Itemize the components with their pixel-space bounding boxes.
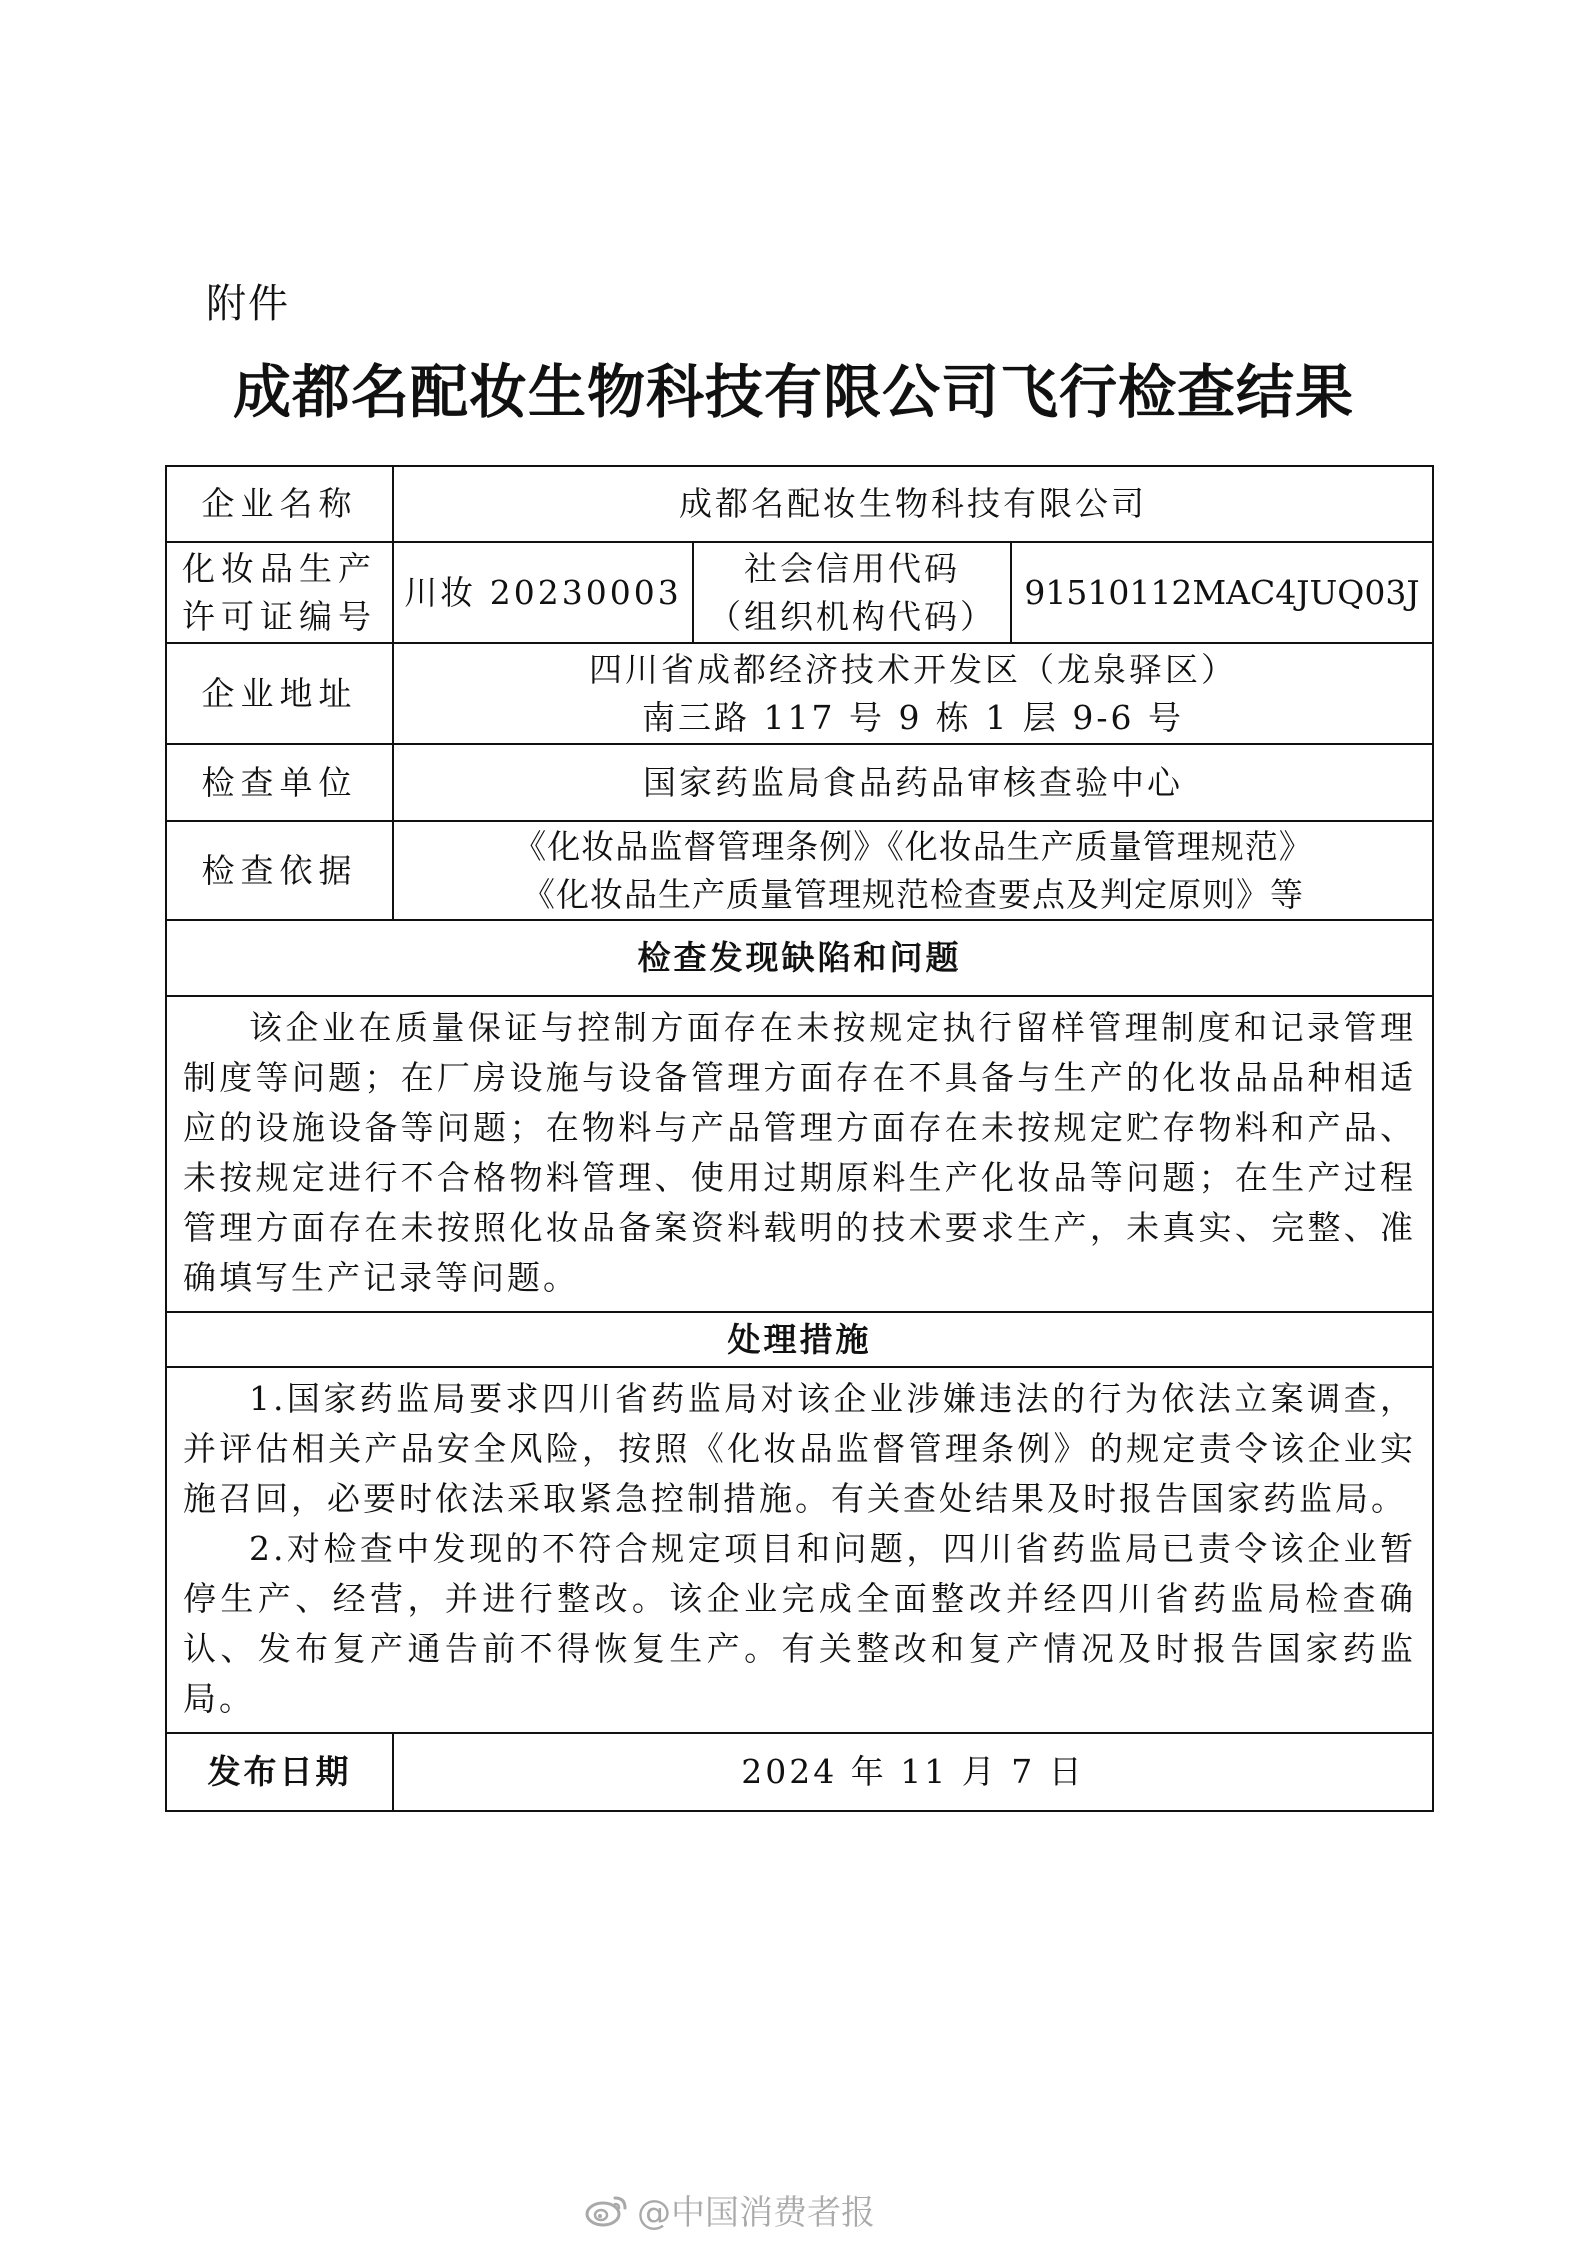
inspection-unit-label: 检查单位 (166, 744, 393, 821)
attachment-label: 附件 (206, 281, 290, 327)
defects-body-cell (166, 996, 1433, 1312)
release-date-label: 发布日期 (166, 1733, 393, 1811)
inspection-basis-label: 检查依据 (166, 821, 393, 920)
defects-body-row (166, 996, 1433, 1312)
address-row (166, 643, 1433, 744)
license-row (166, 542, 1433, 643)
measures-body-cell (166, 1367, 1433, 1733)
watermark-text: @中国消费者报 (637, 2193, 875, 2233)
address-label: 企业地址 (166, 643, 393, 744)
release-date-value: 2024 年 11 月 7 日 (393, 1733, 1433, 1811)
credit-code-value: 91510112MAC4JUQ03J (1011, 542, 1433, 643)
license-label (166, 542, 393, 643)
company-name-value: 成都名配妆生物科技有限公司 (393, 466, 1433, 542)
defects-heading: 检查发现缺陷和问题 (166, 920, 1433, 996)
company-name-row (166, 466, 1433, 542)
defects-heading-row (166, 920, 1433, 996)
measures-heading-row (166, 1312, 1433, 1367)
address-value (393, 643, 1433, 744)
inspection-basis-line2: 《化妆品生产质量管理规范检查要点及判定原则》等 (522, 874, 1304, 914)
measures-body-row (166, 1367, 1433, 1733)
credit-code-label-line2: （组织机构代码） (708, 596, 996, 636)
release-date-row (166, 1733, 1433, 1811)
measures-item-1: 1.国家药监局要求四川省药监局对该企业涉嫌违法的行为依法立案调查，并评估相关产品安全风险，按照《化妆品监督管理条例》的规定责令该企业实施召回，必要时依法采取紧急控制措施。有关查处结果及时报告国家药监局。 (183, 1379, 1417, 1518)
defects-text: 该企业在质量保证与控制方面存在未按规定执行留样管理制度和记录管理制度等问题；在厂房设施与设备管理方面存在不具备与生产的化妆品品种相适应的设施设备等问题；在物料与产品管理方面存在未按规定贮存物料和产品、未按规定进行不合格物料管理、使用过期原料生产化妆品等问题；在生产过程管理方面存在未按照化妆品备案资料载明的技术要求生产，未真实、完整、准确填写生产记录等问题。 (183, 1008, 1417, 1297)
license-label-line1: 化妆品生产 (182, 548, 377, 588)
inspection-basis-line1: 《化妆品监督管理条例》《化妆品生产质量管理规范》 (513, 826, 1313, 866)
inspection-unit-value: 国家药监局食品药品审核查验中心 (393, 744, 1433, 821)
page-title: 成都名配妆生物科技有限公司飞行检查结果 (232, 358, 1354, 426)
credit-code-label-line1: 社会信用代码 (744, 548, 960, 588)
address-line1: 四川省成都经济技术开发区（龙泉驿区） (589, 649, 1237, 689)
weibo-icon (585, 2192, 629, 2228)
credit-code-label (693, 542, 1011, 643)
company-name-label: 企业名称 (166, 466, 393, 542)
address-line2: 南三路 117 号 9 栋 1 层 9-6 号 (641, 697, 1185, 737)
license-label-line2: 许可证编号 (182, 596, 377, 636)
inspection-basis-value (393, 821, 1433, 920)
inspection-result-table (165, 465, 1434, 1812)
license-value: 川妆 20230003 (393, 542, 693, 643)
measures-heading: 处理措施 (166, 1312, 1433, 1367)
inspection-basis-row (166, 821, 1433, 920)
watermark (585, 2185, 875, 2234)
inspection-unit-row (166, 744, 1433, 821)
measures-item-2: 2.对检查中发现的不符合规定项目和问题，四川省药监局已责令该企业暂停生产、经营，并进行整改。该企业完成全面整改并经四川省药监局检查确认、发布复产通告前不得恢复生产。有关整改和复产情况及时报告国家药监局。 (183, 1529, 1417, 1718)
